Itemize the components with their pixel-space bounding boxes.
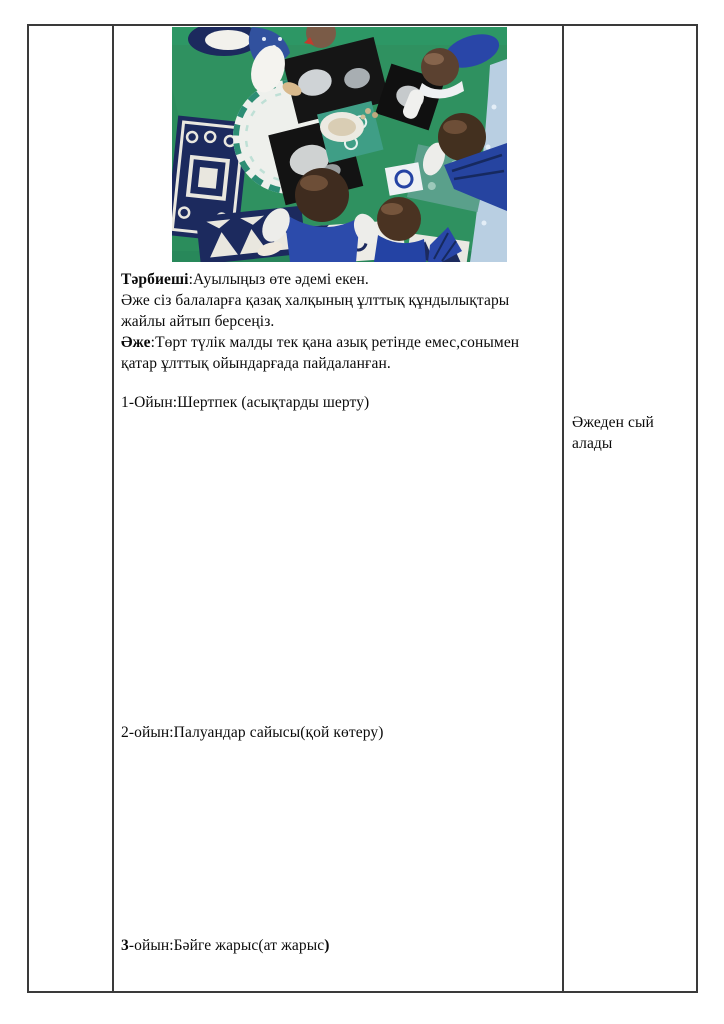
table-cell-result	[564, 26, 696, 991]
table-cell-left-empty	[29, 26, 114, 991]
game-3-line: 3-ойын:Бәйге жарыс(ат жарыс)	[121, 937, 330, 954]
table-cell-content	[114, 26, 564, 991]
photo-illustration	[172, 27, 507, 262]
lesson-plan-table	[27, 24, 698, 993]
game-1-line: 1-Ойын:Шертпек (асықтарды шерту)	[121, 394, 370, 411]
photo-ornament-card	[385, 162, 423, 195]
dialog-paragraph: Тәрбиеші:Ауылыңыз өте әдемі екен. Әже сіз балаларға қазақ халқының ұлттық құндылықтары жайлы айтып берсеңіз. Әже:Төрт түлік малды тек қана азық ретінде емес,сонымен қатар ұлттық ойындарғада пайдаланған.	[121, 271, 520, 372]
reward-note: Әжеден сый алады	[572, 414, 654, 452]
children-activity-photo	[172, 27, 507, 262]
game-2-line: 2-ойын:Палуандар сайысы(қой көтеру)	[121, 724, 384, 741]
